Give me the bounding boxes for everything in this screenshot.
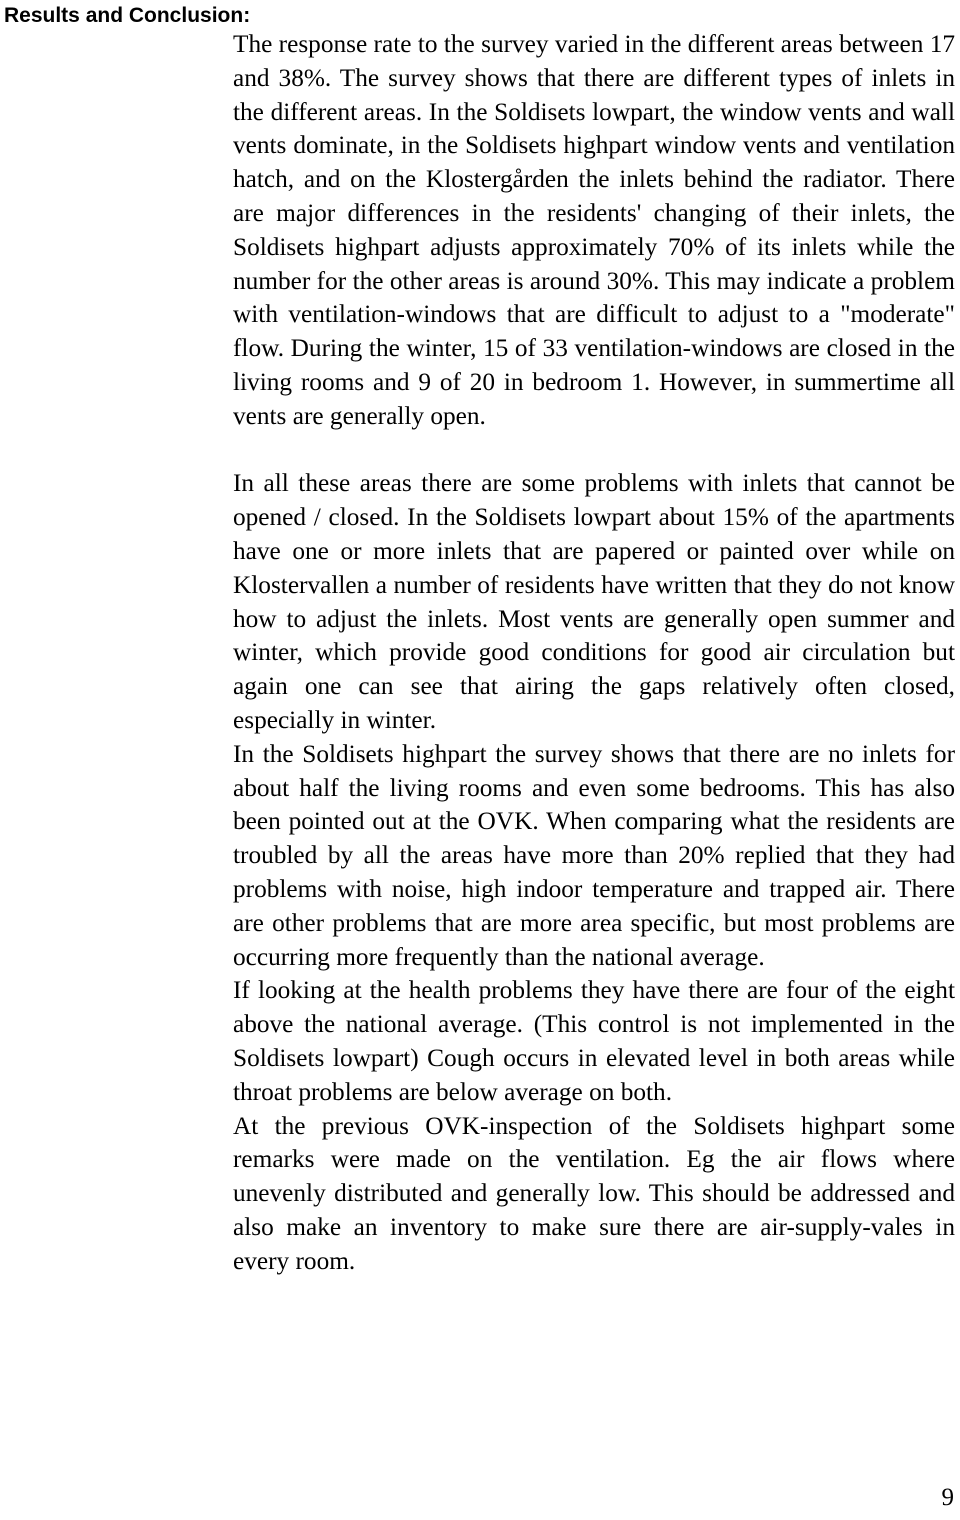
body-text — [233, 28, 955, 1278]
section-heading: Results and Conclusion: — [4, 4, 251, 27]
paragraph-health-problems: If looking at the health problems they have there are four of the eight above the national average. (This control is not implemented in the Soldisets lowpart) Cough occurs in elevated level in both areas while throat problems are below average on both. — [233, 976, 955, 1106]
paragraph-highpart-inlets: In the Soldisets highpart the survey shows that there are no inlets for about half the living rooms and even some bedrooms. This has also been pointed out at the OVK. When comparing what the residents are troubled by all the areas have more than 20% replied that they had problems with noise, high indoor temperature and trapped air. There are other problems that are more area specific, but most problems are occurring more frequently than the national average. — [233, 739, 955, 971]
paragraph-survey-response: The response rate to the survey varied in the different areas between 17 and 38%. The survey shows that there are different types of inlets in the different areas. In the Soldisets lowpart, the window vents and wall vents dominate, in the Soldisets highpart window vents and ventilation hatch, and on the Klostergården the inlets behind the radiator. There are major differences in the residents' changing of their inlets, the Soldisets highpart adjusts approximately 70% of its inlets while the number for the other areas is around 30%. This may indicate a problem with ventilation-windows that are difficult to adjust to a "moderate" flow. During the winter, 15 of 33 ventilation-windows are closed in the living rooms and 9 of 20 in bedroom 1. However, in summertime all vents are generally open. — [233, 30, 955, 430]
paragraph-inlet-problems: In all these areas there are some problems with inlets that cannot be opened / closed. In the Soldisets lowpart about 15% of the apartments have one or more inlets that are papered or painted over while on Klostervallen a number of residents have written that they do not know how to adjust the inlets. Most vents are generally open summer and winter, which provide good conditions for good air circulation but again one can see that airing the gaps relatively often closed, especially in winter. — [233, 469, 955, 734]
paragraph-ovk-inspection: At the previous OVK-inspection of the Soldisets highpart some remarks were made on the ventilation. Eg the air flows where unevenly distributed and generally low. This should be addressed and also make an inventory to make sure there are air-supply-vales in every room. — [233, 1111, 955, 1275]
page-number: 9 — [941, 1484, 954, 1511]
